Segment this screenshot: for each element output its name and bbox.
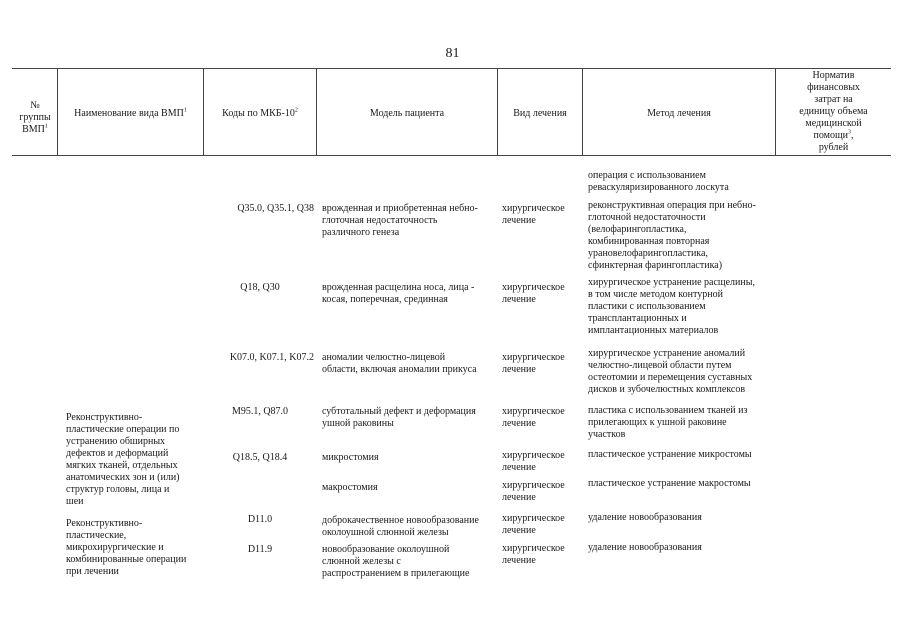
row-8-type: хирургическое лечение: [502, 543, 565, 566]
row-3-type: хирургическое лечение: [502, 352, 565, 375]
row-4-method: пластика с использованием тканей из прилегающих к ушной раковине участков: [588, 405, 748, 440]
row-1-model: врожденная и приобретенная небно- глоточная недостаточность различного генеза: [322, 203, 478, 238]
header-treatment-type: Вид лечения: [513, 108, 567, 119]
header-icd-codes: Коды по МКБ-$10^2$: [222, 107, 298, 119]
row-6-model: макростомия: [322, 482, 378, 493]
row-7-name: Реконструктивно- пластические, микрохирургические и комбинированные операции при лечении: [66, 518, 187, 577]
row-1-method: реконструктивная операция при небно- глоточной недостаточности (велофарингопластика, комбинированная повторная урановелофарингопластика, сфинктерная фарингопластика): [588, 200, 756, 271]
row-2-codes: Q18, Q30: [240, 282, 280, 293]
row-8-model: новообразование околоушной слюнной железы с распространением в прилегающие: [322, 544, 470, 579]
row-4-model: субтотальный дефект и деформация ушной раковины: [322, 406, 476, 429]
header-patient-model: Модель пациента: [369, 108, 445, 119]
row-7-model: доброкачественное новообразование околоушной слюнной железы: [322, 515, 479, 538]
row-6-method: пластическое устранение макростомы: [588, 478, 751, 489]
row-2-type: хирургическое лечение: [502, 282, 565, 305]
row-8-codes: D11.9: [247, 544, 273, 555]
header-vmp-name: Наименование вида ВМП$^1$: [74, 107, 187, 119]
row-2-method: хирургическое устранение расщелины, в том числе методом контурной пластики с использованием трансплантационных и имплантационных материалов: [588, 277, 755, 336]
row-5-method: пластическое устранение микростомы: [588, 449, 752, 460]
row-2-model: врожденная расщелина носа, лица - косая, поперечная, срединная: [322, 282, 475, 305]
row-5-model: микростомия: [322, 452, 379, 463]
row-0-method: операция с использованием реваскуляризированного лоскута: [588, 170, 729, 193]
header-group-number: № группы ВМП$^1$: [19, 100, 51, 135]
row-3-codes: K07.0, K07.1, K07.2: [229, 352, 314, 363]
col-divider-6: [775, 68, 776, 156]
row-4-type: хирургическое лечение: [502, 406, 565, 429]
row-3-method: хирургическое устранение аномалий челюстно-лицевой области путем остеотомии и перемещения суставных дисков и зубочелюстных комплексов: [588, 348, 753, 395]
row-5-codes: Q18.5, Q18.4: [232, 452, 288, 463]
row-7-method: удаление новообразования: [588, 512, 702, 523]
row-1-type: хирургическое лечение: [502, 203, 565, 226]
row-5-type: хирургическое лечение: [502, 450, 565, 473]
row-4-codes: M95.1, Q87.0: [231, 406, 289, 417]
row-4-name: Реконструктивно- пластические операции по устранению обширных дефектов и деформаций мягких тканей, отдельных анатомических зон и (или) структур головы, лица и шеи: [66, 412, 180, 507]
row-8-method: удаление новообразования: [588, 542, 702, 553]
table-header-bottom-border: [12, 155, 891, 156]
table-top-border: [12, 68, 891, 69]
header-treatment-method: Метод лечения: [647, 108, 711, 119]
page-number: 81: [445, 46, 460, 61]
row-1-codes: Q35.0, Q35.1, Q38: [237, 203, 314, 214]
row-7-type: хирургическое лечение: [502, 513, 565, 536]
row-6-type: хирургическое лечение: [502, 480, 565, 503]
header-cost-norm: Норматив финансовых затрат на единицу объема медицинской помощи$^3$, рублей: [799, 70, 868, 153]
row-7-codes: D11.0: [247, 514, 273, 525]
row-3-model: аномалии челюстно-лицевой области, включая аномалии прикуса: [322, 352, 477, 375]
